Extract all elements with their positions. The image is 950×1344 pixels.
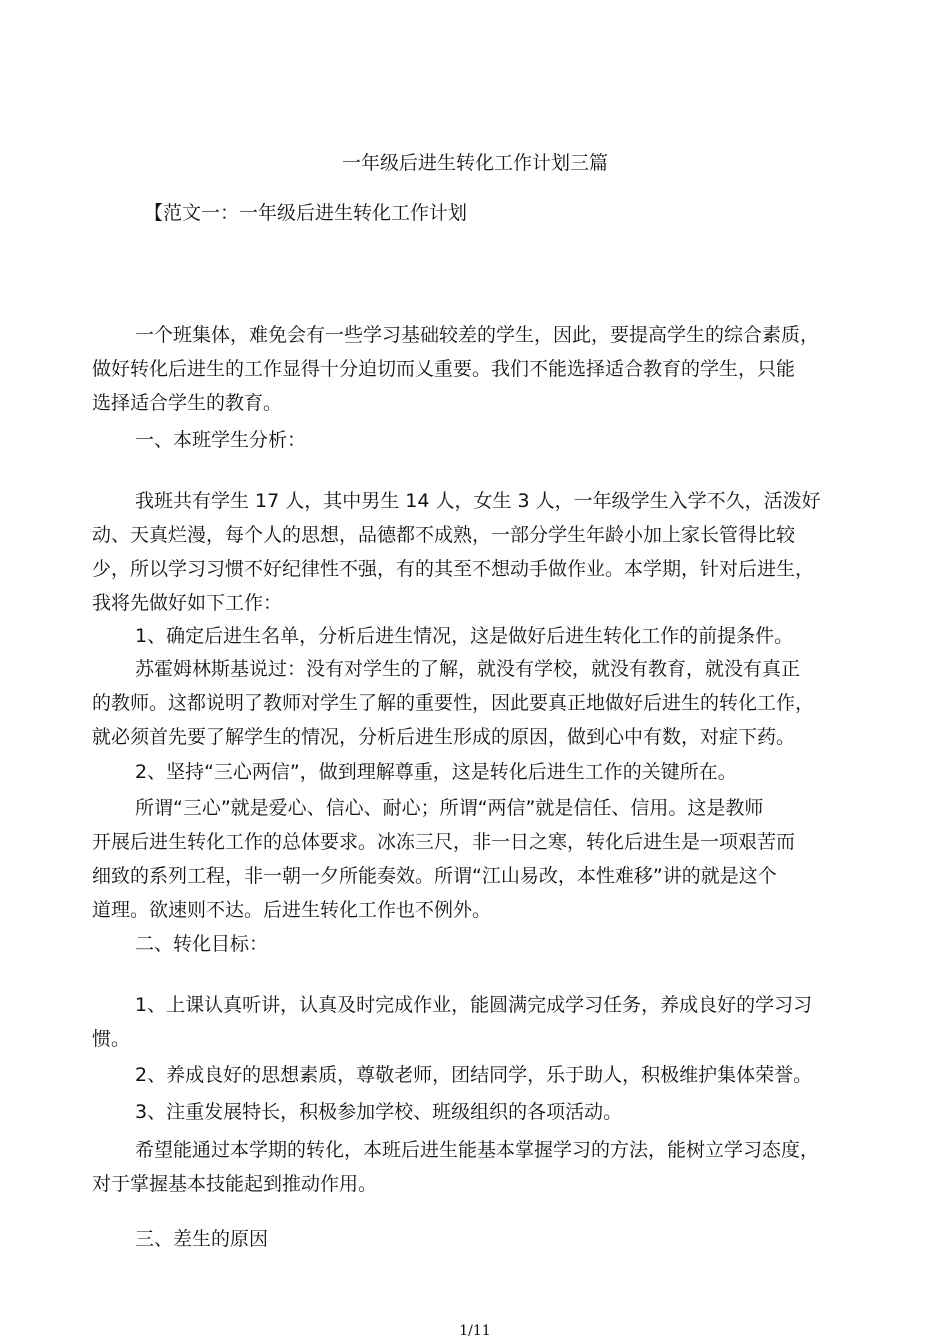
paragraph-line: 开展后进生转化工作的总体要求。冰冻三尺，非一日之寒，转化后进生是一项艰苦而 [92, 831, 796, 853]
section-heading [92, 1222, 870, 1256]
section-heading-text: 一、本班学生分析： [135, 429, 307, 451]
section-heading [92, 423, 870, 457]
section-heading-text: 三、差生的原因 [135, 1228, 269, 1250]
list-item [92, 1095, 870, 1129]
paragraph-line: 2、养成良好的思想素质，尊敬老师，团结同学，乐于助人，积极维护集体荣誉。 [135, 1064, 813, 1086]
paragraph-line: 所谓“三心”就是爱心、信心、耐心；所谓“两信”就是信任、信用。这是教师 [135, 797, 764, 819]
paragraph-line: 一个班集体，难免会有一些学习基础较差的学生，因此，要提高学生的综合素质， [135, 324, 820, 346]
paragraph-three-hearts [92, 791, 870, 927]
paragraph-line: 1、上课认真听讲，认真及时完成作业，能圆满完成学习任务，养成良好的学习习 [135, 994, 813, 1016]
list-item [92, 755, 870, 789]
paragraph-line: 希望能通过本学期的转化，本班后进生能基本掌握学习的方法，能树立学习态度， [135, 1139, 820, 1161]
paragraph-line: 选择适合学生的教育。 [92, 392, 283, 414]
paragraph-line: 2、坚持“三心两信”，做到理解尊重，这是转化后进生工作的关键所在。 [135, 761, 737, 783]
paragraph-class-analysis [92, 484, 870, 620]
paragraph-line: 细致的系列工程，非一朝一夕所能奏效。所谓“江山易改，本性难移”讲的就是这个 [92, 865, 777, 887]
page-number: 1/11 [459, 1323, 491, 1339]
list-item [92, 619, 870, 653]
paragraph-line: 道理。欲速则不达。后进生转化工作也不例外。 [92, 899, 492, 921]
subtitle: 【范文一：一年级后进生转化工作计划 [144, 202, 468, 224]
paragraph-quote [92, 652, 870, 754]
paragraph-line: 苏霍姆林斯基说过：没有对学生的了解，就没有学校，就没有教育，就没有真正 [135, 658, 801, 680]
paragraph-hope [92, 1133, 870, 1201]
section-heading [92, 927, 870, 961]
paragraph-line: 对于掌握基本技能起到推动作用。 [92, 1173, 378, 1195]
page-title: 一年级后进生转化工作计划三篇 [341, 152, 608, 174]
list-item [92, 1058, 870, 1092]
paragraph-line: 我将先做好如下工作： [92, 592, 283, 614]
section-heading-text: 二、转化目标： [135, 933, 269, 955]
paragraph-line: 惯。 [92, 1028, 131, 1050]
paragraph-line: 少，所以学习习惯不好纪律性不强，有的其至不想动手做作业。本学期，针对后进生， [92, 558, 815, 580]
paragraph-line: 我班共有学生 17 人，其中男生 14 人，女生 3 人，一年级学生入学不久，活泼好 [135, 490, 821, 512]
paragraph-line: 1、确定后进生名单，分析后进生情况，这是做好后进生转化工作的前提条件。 [135, 625, 794, 647]
paragraph-intro [92, 318, 870, 420]
paragraph-line: 3、注重发展特长，积极参加学校、班级组织的各项活动。 [135, 1101, 623, 1123]
paragraph-line: 动、天真烂漫，每个人的思想，品德都不成熟，一部分学生年龄小加上家长管得比较 [92, 524, 796, 546]
paragraph-line: 做好转化后进生的工作显得十分迫切而乂重要。我们不能选择适合教育的学生，只能 [92, 358, 796, 380]
paragraph-line: 的教师。这都说明了教师对学生了解的重要性，因此要真正地做好后进生的转化工作， [92, 692, 815, 714]
list-item [92, 988, 870, 1056]
paragraph-line: 就必须首先要了解学生的情况，分析后进生形成的原因，做到心中有数，对症下药。 [92, 726, 796, 748]
